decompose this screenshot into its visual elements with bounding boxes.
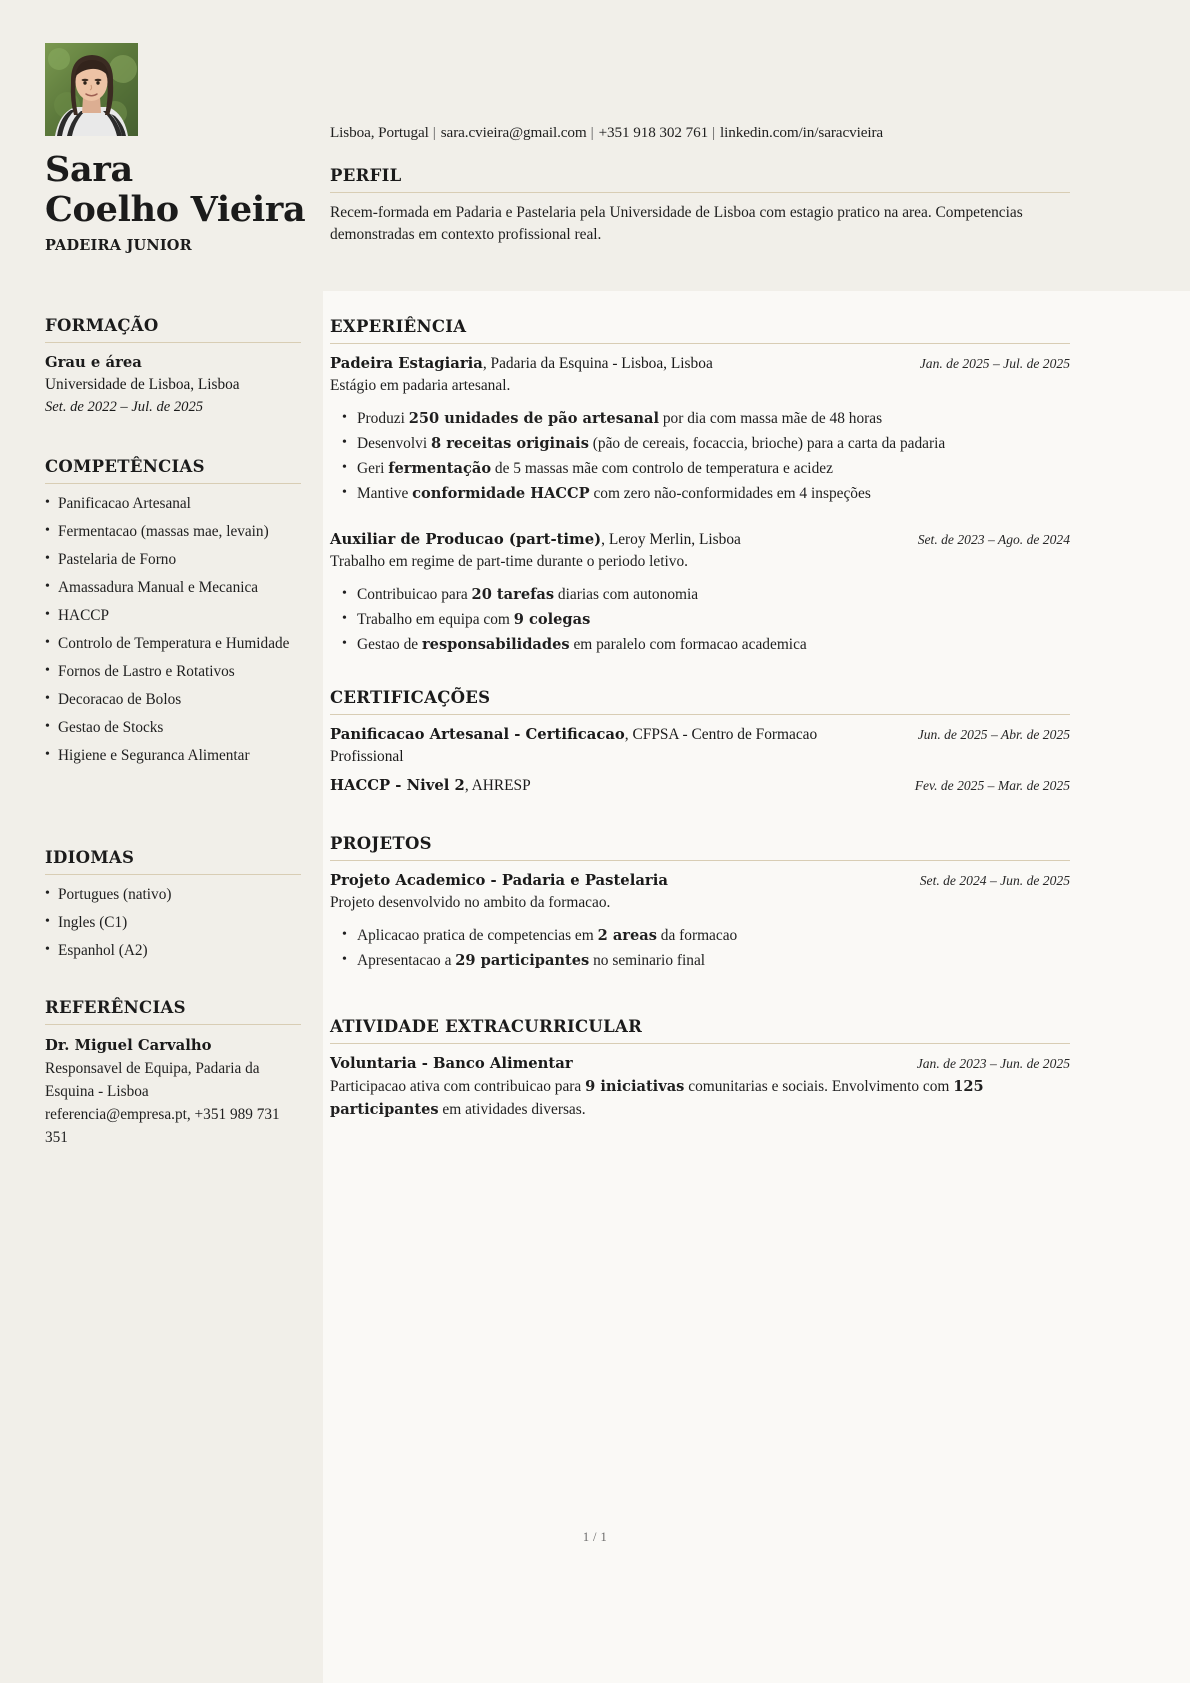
list-item: • Panificacao Artesanal	[45, 493, 301, 515]
section-perfil	[330, 166, 1070, 246]
skills-list	[45, 493, 301, 767]
section-title-extracurricular: ATIVIDADE EXTRACURRICULAR	[330, 1017, 1070, 1044]
section-formacao	[45, 316, 301, 418]
list-item: • Produzi 250 unidades de pão artesanal por dia com massa mãe de 48 horas	[330, 406, 1070, 431]
experience-title	[330, 529, 904, 551]
education-degree: Grau e área	[45, 354, 142, 371]
section-title-projetos: PROJETOS	[330, 834, 1070, 861]
extracurricular-name: Voluntaria - Banco Alimentar	[330, 1055, 573, 1072]
section-idiomas	[45, 848, 301, 968]
list-item: • Desenvolvi 8 receitas originais (pão de cereais, focaccia, brioche) para a carta da padaria	[330, 431, 1070, 456]
list-item: • Aplicacao pratica de competencias em 2 areas da formacao	[330, 923, 1070, 948]
list-item: • Gestao de responsabilidades em paralelo com formacao academica	[330, 632, 1070, 657]
list-item: • Higiene e Seguranca Alimentar	[45, 745, 301, 767]
profile-text: Recem-formada em Padaria e Pastelaria pela Universidade de Lisboa com estagio pratico na area. Competencias demonstradas em contexto profissional real.	[330, 204, 1023, 243]
project-date: Set. de 2024 – Jun. de 2025	[919, 873, 1070, 888]
experience-date: Jan. de 2025 – Jul. de 2025	[919, 356, 1070, 371]
extracurricular-title	[330, 1053, 903, 1075]
last-name: Coelho Vieira	[45, 189, 306, 230]
contact-linkedin[interactable]: linkedin.com/in/saracvieira	[720, 124, 884, 141]
list-item: • Gestao de Stocks	[45, 717, 301, 739]
experience-company: , Leroy Merlin, Lisboa	[601, 531, 741, 548]
list-item: • Amassadura Manual e Mecanica	[45, 577, 301, 599]
contact-separator: |	[432, 124, 436, 141]
job-title: PADEIRA JUNIOR	[45, 237, 192, 254]
reference-role: Responsavel de Equipa, Padaria da Esquina - Lisboa	[45, 1060, 260, 1100]
certification-text	[330, 775, 901, 797]
certification-name: Panificacao Artesanal - Certificacao	[330, 726, 625, 743]
project-title	[330, 870, 906, 892]
section-title-certificacoes: CERTIFICAÇÕES	[330, 688, 1070, 715]
extracurricular-text: Participacao ativa com contribuicao para 9 iniciativas comunitarias e sociais. Envolvimento com 125 participantes em atividades diversas.	[330, 1078, 984, 1118]
contact-email[interactable]: sara.cvieira@gmail.com	[440, 124, 587, 141]
section-projetos	[330, 834, 1070, 973]
list-item: • HACCP	[45, 605, 301, 627]
extracurricular-date: Jan. de 2023 – Jun. de 2025	[916, 1056, 1070, 1071]
section-referencias	[45, 998, 301, 1149]
experience-date: Set. de 2023 – Ago. de 2024	[917, 532, 1070, 547]
name-block	[45, 150, 315, 254]
certification-issuer: , CFPSA - Centro de Formacao Profissional	[330, 726, 818, 765]
certification-issuer: , AHRESP	[464, 777, 531, 794]
avatar	[45, 43, 138, 136]
experience-bullets	[330, 406, 1070, 506]
certification-name: HACCP - Nivel 2	[330, 777, 465, 794]
project-summary: Projeto desenvolvido no ambito da formacao.	[330, 894, 611, 911]
section-experiencia	[330, 317, 1070, 657]
list-item: • Ingles (C1)	[45, 912, 301, 934]
contact-phone[interactable]: +351 918 302 761	[598, 124, 709, 141]
section-title-competencias: COMPETÊNCIAS	[45, 457, 301, 484]
certification-entry	[330, 775, 1070, 797]
contact-location: Lisboa, Portugal	[330, 124, 429, 141]
list-item: • Geri fermentação de 5 massas mãe com controlo de temperatura e acidez	[330, 456, 1070, 481]
section-title-perfil: PERFIL	[330, 166, 1070, 193]
list-item: • Trabalho em equipa com 9 colegas	[330, 607, 1070, 632]
experience-title	[330, 353, 906, 375]
project-name: Projeto Academico - Padaria e Pastelaria	[330, 872, 668, 889]
project-entry	[330, 870, 1070, 973]
contact-separator: |	[590, 124, 594, 141]
education-date: Set. de 2022 – Jul. de 2025	[45, 399, 204, 415]
experience-entry	[330, 529, 1070, 657]
languages-list	[45, 884, 301, 962]
experience-summary: Trabalho em regime de part-time durante o periodo letivo.	[330, 553, 689, 570]
page-indicator: 1 / 1	[582, 1530, 608, 1544]
experience-role: Padeira Estagiaria	[330, 355, 483, 372]
section-title-referencias: REFERÊNCIAS	[45, 998, 301, 1025]
list-item: • Mantive conformidade HACCP com zero não-conformidades em 4 inspeções	[330, 481, 1070, 506]
certification-text	[330, 724, 890, 767]
reference-name: Dr. Miguel Carvalho	[45, 1037, 212, 1054]
list-item: • Fornos de Lastro e Rotativos	[45, 661, 301, 683]
list-item: • Fermentacao (massas mae, levain)	[45, 521, 301, 543]
contact-line	[330, 124, 1070, 142]
list-item: • Pastelaria de Forno	[45, 549, 301, 571]
list-item: • Controlo de Temperatura e Humidade	[45, 633, 301, 655]
section-title-experiencia: EXPERIÊNCIA	[330, 317, 1070, 344]
section-extracurricular	[330, 1017, 1070, 1121]
section-title-idiomas: IDIOMAS	[45, 848, 301, 875]
certification-entry	[330, 724, 1070, 767]
section-competencias	[45, 457, 301, 773]
reference-contact: referencia@empresa.pt, +351 989 731 351	[45, 1106, 280, 1146]
certification-date: Fev. de 2025 – Mar. de 2025	[914, 778, 1070, 793]
experience-role: Auxiliar de Producao (part-time)	[330, 531, 602, 548]
list-item: • Apresentacao a 29 participantes no seminario final	[330, 948, 1070, 973]
list-item: • Portugues (nativo)	[45, 884, 301, 906]
project-bullets	[330, 923, 1070, 973]
contact-separator: |	[712, 124, 716, 141]
experience-bullets	[330, 582, 1070, 657]
experience-entry	[330, 353, 1070, 506]
list-item: • Contribuicao para 20 tarefas diarias com autonomia	[330, 582, 1070, 607]
section-certificacoes	[330, 688, 1070, 797]
first-name: Sara	[45, 149, 133, 190]
experience-summary: Estágio em padaria artesanal.	[330, 377, 511, 394]
list-item: • Decoracao de Bolos	[45, 689, 301, 711]
list-item: • Espanhol (A2)	[45, 940, 301, 962]
education-school: Universidade de Lisboa, Lisboa	[45, 376, 240, 393]
experience-company: , Padaria da Esquina - Lisboa, Lisboa	[482, 355, 713, 372]
section-title-formacao: FORMAÇÃO	[45, 316, 301, 343]
certification-date: Jun. de 2025 – Abr. de 2025	[917, 727, 1070, 742]
extracurricular-entry	[330, 1053, 1070, 1121]
